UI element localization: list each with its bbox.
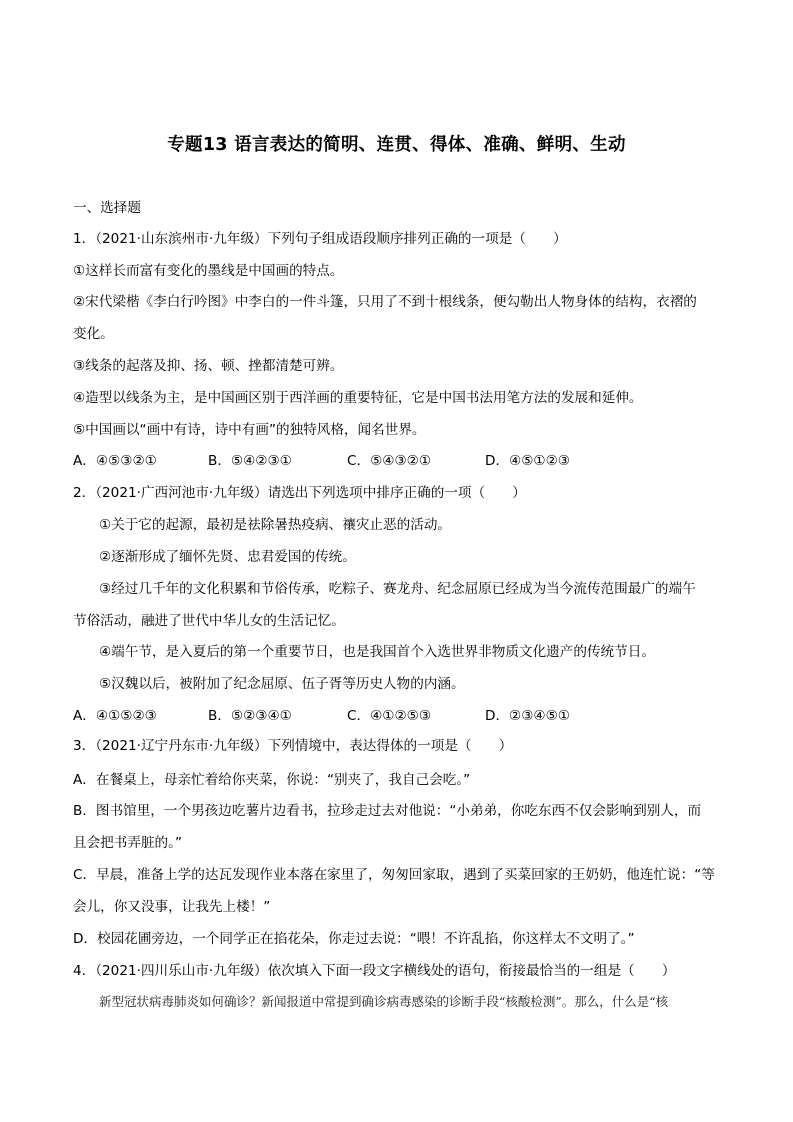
q1-sentence-1: ①这样长而富有变化的墨线是中国画的特点。	[73, 263, 344, 279]
q1-sentence-5: ⑤中国画以“画中有诗，诗中有画”的独特风格，闻名世界。	[73, 422, 426, 438]
q3-option-b: B．图书馆里，一个男孩边吃薯片边看书，拉珍走过去对他说：“小弟弟，你吃东西不仅会影响到别人，而	[73, 803, 702, 819]
section-heading: 一、选择题	[73, 200, 141, 216]
q1-option-d: D．④⑤①②③	[485, 453, 570, 469]
q2-stem: 2．（2021·广西河池市·九年级）请选出下列选项中排序正确的一项（ ）	[73, 485, 526, 501]
q3-stem: 3．（2021·辽宁丹东市·九年级）下列情境中，表达得体的一项是（ ）	[73, 738, 513, 754]
q3-option-c: C．早晨，准备上学的达瓦发现作业本落在家里了，匆匆回家取，遇到了买菜回家的王奶奶，他连忙说：“等	[73, 867, 715, 883]
page-title: 专题13 语言表达的简明、连贯、得体、准确、鲜明、生动	[167, 135, 626, 155]
q1-sentence-4: ④造型以线条为主，是中国画区别于西洋画的重要特征，它是中国书法用笔方法的发展和延伸。	[73, 390, 643, 406]
q1-sentence-2-cont: 变化。	[73, 326, 114, 342]
q1-option-c: C．⑤④③②①	[347, 453, 432, 469]
q2-sentence-2: ②逐渐形成了缅怀先贤、忠君爱国的传统。	[99, 549, 356, 565]
q2-option-b: B．⑤②③④①	[208, 708, 292, 724]
q2-option-d: D．②③④⑤①	[485, 708, 570, 724]
q2-sentence-3: ③经过几千年的文化积累和节俗传承，吃粽子、赛龙舟、纪念屈原已经成为当今流传范围最广的端午	[99, 581, 696, 597]
q4-stem: 4．（2021·四川乐山市·九年级）依次填入下面一段文字横线处的语句，衔接最恰当的一组是（ ）	[73, 963, 676, 979]
q3-option-c-cont: 会儿，你又没事，让我先上楼！”	[73, 899, 271, 915]
q2-sentence-3-cont: 节俗活动，融进了世代中华儿女的生活记忆。	[73, 613, 345, 629]
q1-option-a: A．④⑤③②①	[73, 453, 157, 469]
q2-sentence-4: ④端午节，是入夏后的第一个重要节日，也是我国首个入选世界非物质文化遗产的传统节日。	[99, 644, 655, 660]
q1-option-b: B．⑤④②③①	[208, 453, 292, 469]
q2-option-c: C．④①②⑤③	[347, 708, 432, 724]
q2-sentence-1: ①关于它的起源，最初是祛除暑热疫病、禳灾止恶的活动。	[99, 517, 452, 533]
q3-option-b-cont: 且会把书弄脏的。”	[73, 835, 182, 851]
q2-sentence-5: ⑤汉魏以后，被附加了纪念屈原、伍子胥等历史人物的内涵。	[99, 676, 465, 692]
q2-option-a: A．④①⑤②③	[73, 708, 157, 724]
q4-passage: 新型冠状病毒肺炎如何确诊？新闻报道中常提到确诊病毒感染的诊断手段“核酸检测”。那么，什么是“核	[99, 994, 669, 1009]
q1-sentence-2: ②宋代梁楷《李白行吟图》中李白的一件斗篷，只用了不到十根线条，便勾勒出人物身体的结构，衣褶的	[73, 294, 697, 310]
q3-option-a: A．在餐桌上，母亲忙着给你夹菜，你说：“别夹了，我自己会吃。”	[73, 772, 471, 788]
q1-sentence-3: ③线条的起落及抑、扬、顿、挫都清楚可辨。	[73, 358, 344, 374]
q1-stem: 1．（2021·山东滨州市·九年级）下列句子组成语段顺序排列正确的一项是（ ）	[73, 231, 567, 247]
q3-option-d: D．校园花圃旁边，一个同学正在掐花朵，你走过去说：“喂！不许乱掐，你这样太不文明了。”	[73, 931, 635, 947]
